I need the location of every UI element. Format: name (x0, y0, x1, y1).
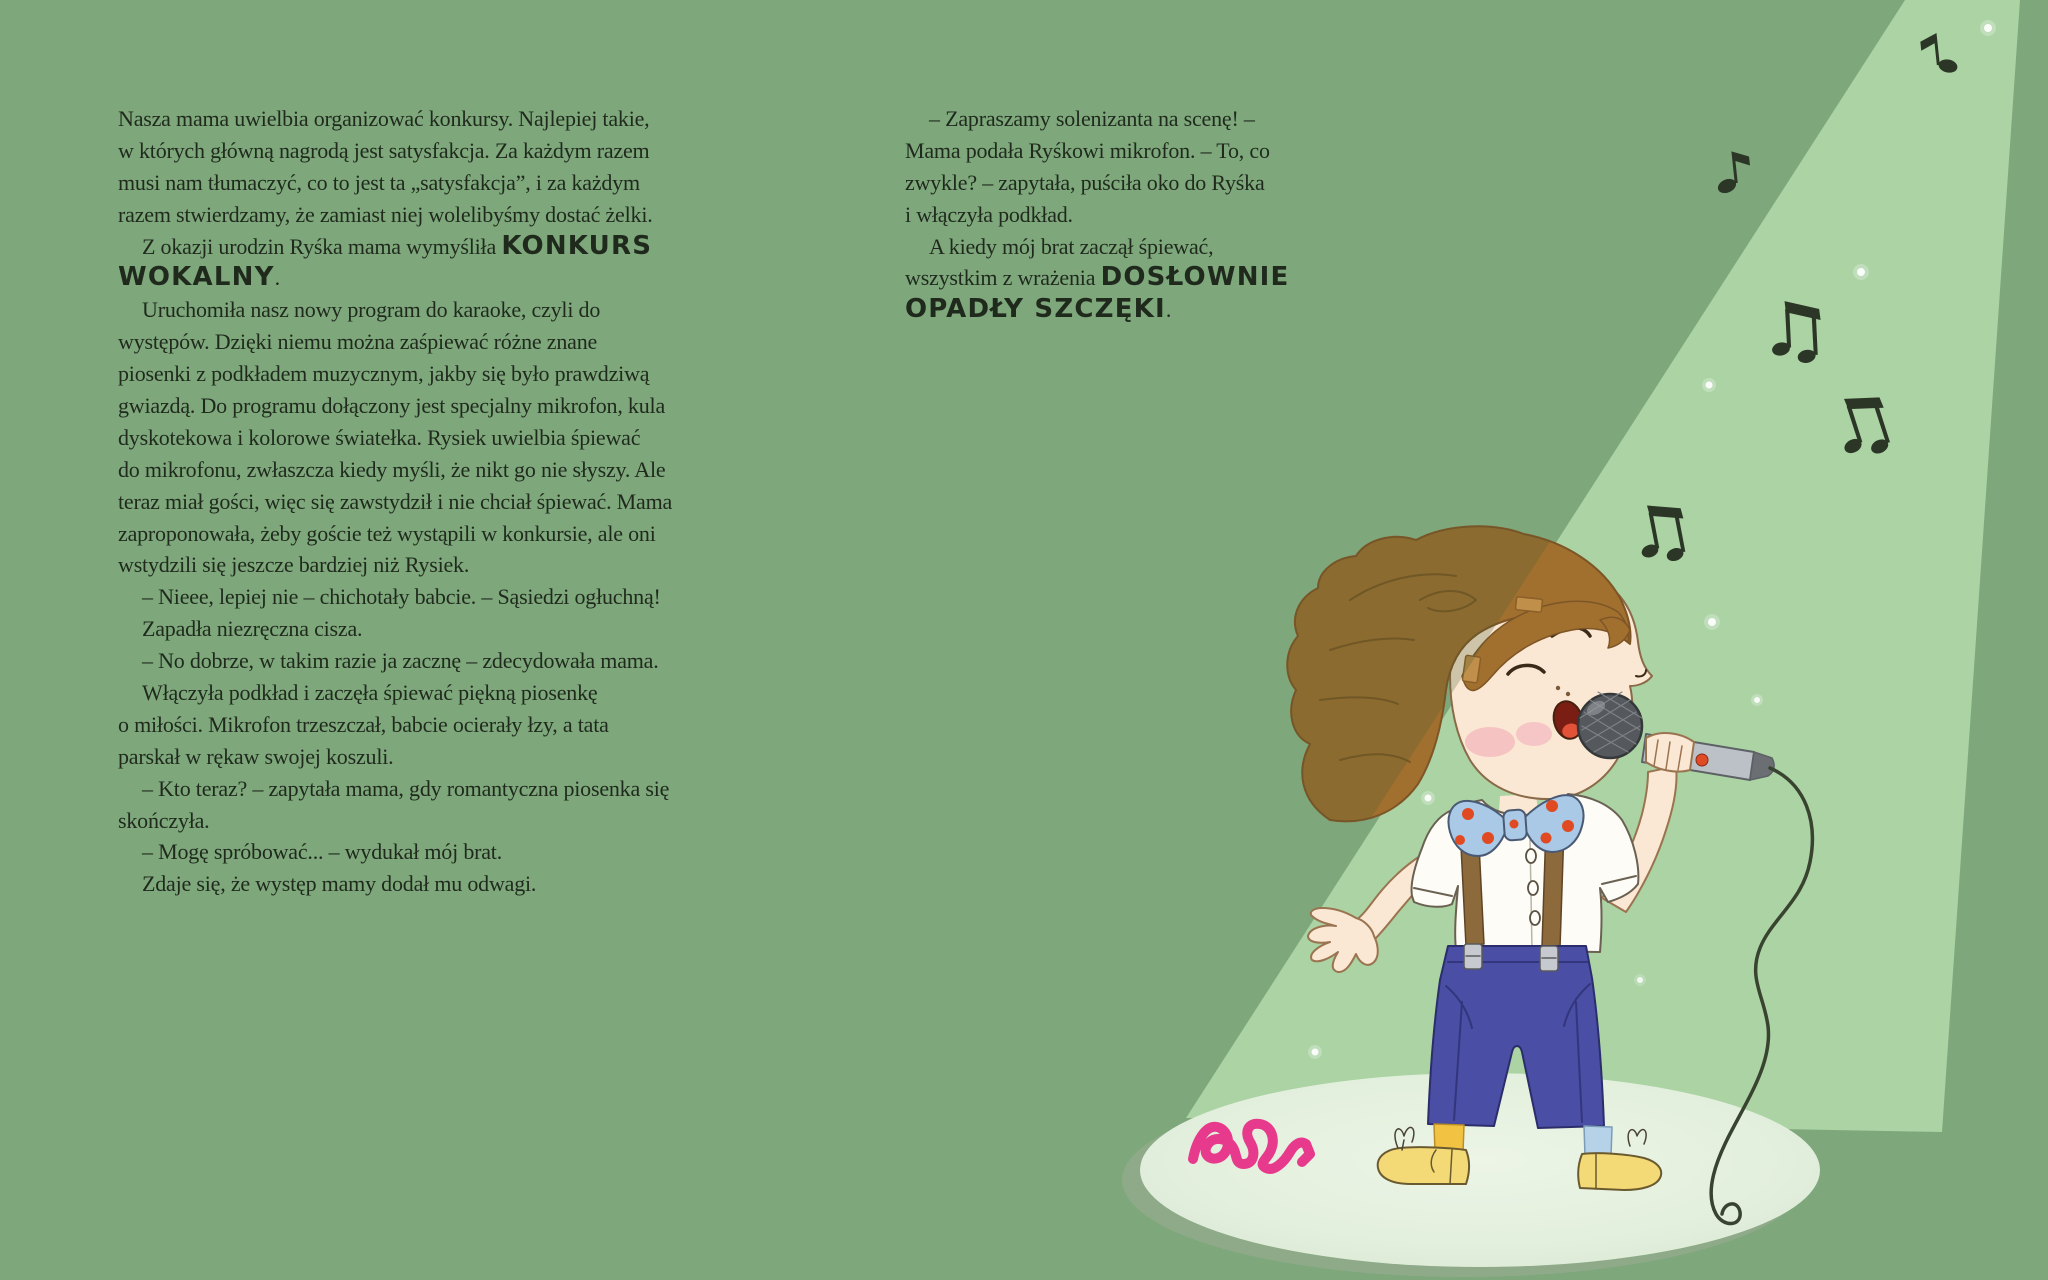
sparkle-icon (1308, 1045, 1322, 1059)
shoe-left (1378, 1147, 1469, 1184)
text-line: wszystkim z wrażenia DOSŁOWNIE (905, 262, 1290, 293)
blush-cheek (1465, 727, 1515, 757)
text-line: Uruchomiła nasz nowy program do karaoke, czyli do (142, 297, 601, 323)
right-page-text (905, 103, 1290, 326)
text-line: razem stwierdzamy, że zamiast niej wolelibyśmy dostać żelki. (118, 201, 653, 227)
text-line: Mama podała Ryśkowi mikrofon. – To, co (905, 137, 1270, 163)
sparkle-icon (1704, 614, 1720, 630)
spotlight-beam (1186, 0, 2020, 1132)
sparkle-icon (1853, 264, 1869, 280)
text-line: – Kto teraz? – zapytała mama, gdy romantyczna piosenka się (142, 775, 670, 801)
text-line: Nasza mama uwielbia organizować konkursy. Najlepiej takie, (118, 106, 650, 131)
mic-button (1696, 754, 1708, 766)
text-line: dyskotekowa i kolorowe światełka. Rysiek uwielbia śpiewać (118, 424, 641, 450)
text-line: piosenki z podkładem muzycznym, jakby się było prawdziwą (118, 361, 650, 387)
text-line: teraz miał gości, więc się zawstydził i nie chciał śpiewać. Mama (118, 488, 673, 514)
text-line: zwykle? – zapytała, puściła oko do Ryśka (905, 169, 1265, 195)
text-line: skończyła. (118, 807, 210, 833)
text-line: zaproponowała, żeby goście też wystąpili w konkursie, ale oni (118, 520, 656, 546)
text-line: w których główną nagrodą jest satysfakcja. Za każdym razem (118, 137, 650, 163)
text-line: wstydzili się jeszcze bardziej niż Rysiek. (118, 552, 470, 578)
text-line: Z okazji urodzin Ryśka mama wymyśliła KONKURS (142, 230, 653, 261)
shoe-right (1578, 1153, 1661, 1190)
right-hand (1646, 733, 1694, 772)
music-note-icon (1712, 150, 1752, 197)
text-line: – Mogę spróbować... – wydukał mój brat. (142, 839, 503, 865)
sparkle-icon (1634, 974, 1646, 986)
sparkle-icon (1751, 694, 1763, 706)
text-line: i włączyła podkład. (905, 201, 1073, 227)
text-line: WOKALNY. (118, 262, 280, 293)
text-line: OPADŁY SZCZĘKI. (905, 294, 1172, 325)
display-caps: KONKURS (501, 230, 653, 261)
left-page-text (118, 103, 672, 900)
sparkle-icon (1421, 791, 1435, 805)
text-line: – No dobrze, w takim razie ja zacznę – zdecydowała mama. (142, 648, 659, 674)
text-line: – Zapraszamy solenizanta na scenę! – (929, 106, 1255, 131)
text-line: gwiazdą. Do programu dołączony jest specjalny mikrofon, kula (118, 393, 666, 419)
freckle (1556, 686, 1560, 690)
text-line: o miłości. Mikrofon trzeszczał, babcie ocierały łzy, a tata (118, 711, 609, 737)
display-caps: OPADŁY SZCZĘKI (905, 294, 1166, 325)
text-line: Włączyła podkład i zaczęła śpiewać piękną piosenkę (142, 680, 598, 706)
display-caps: WOKALNY (118, 262, 275, 293)
hair-pin (1515, 597, 1542, 613)
text-line: parskał w rękaw swojej koszuli. (118, 743, 394, 769)
sparkle-icon (1980, 20, 1996, 36)
blush-cheek (1516, 722, 1552, 746)
text-line: występów. Dzięki niemu można zaśpiewać różne znane (118, 329, 598, 355)
text-line: musi nam tłumaczyć, co to jest ta „satysfakcja”, i za każdym (118, 169, 640, 195)
freckle (1566, 692, 1570, 696)
text-line: Zdaje się, że występ mamy dodał mu odwagi. (142, 871, 537, 897)
display-caps: DOSŁOWNIE (1100, 262, 1290, 293)
text-line: A kiedy mój brat zaczął śpiewać, (929, 233, 1214, 259)
sparkle-icon (1702, 378, 1716, 392)
text-line: Zapadła niezręczna cisza. (142, 616, 363, 642)
text-line: do mikrofonu, zwłaszcza kiedy myśli, że nikt go nie słyszy. Ale (118, 456, 666, 482)
text-line: – Nieee, lepiej nie – chichotały babcie. – Sąsiedzi ogłuchną! (142, 584, 661, 610)
